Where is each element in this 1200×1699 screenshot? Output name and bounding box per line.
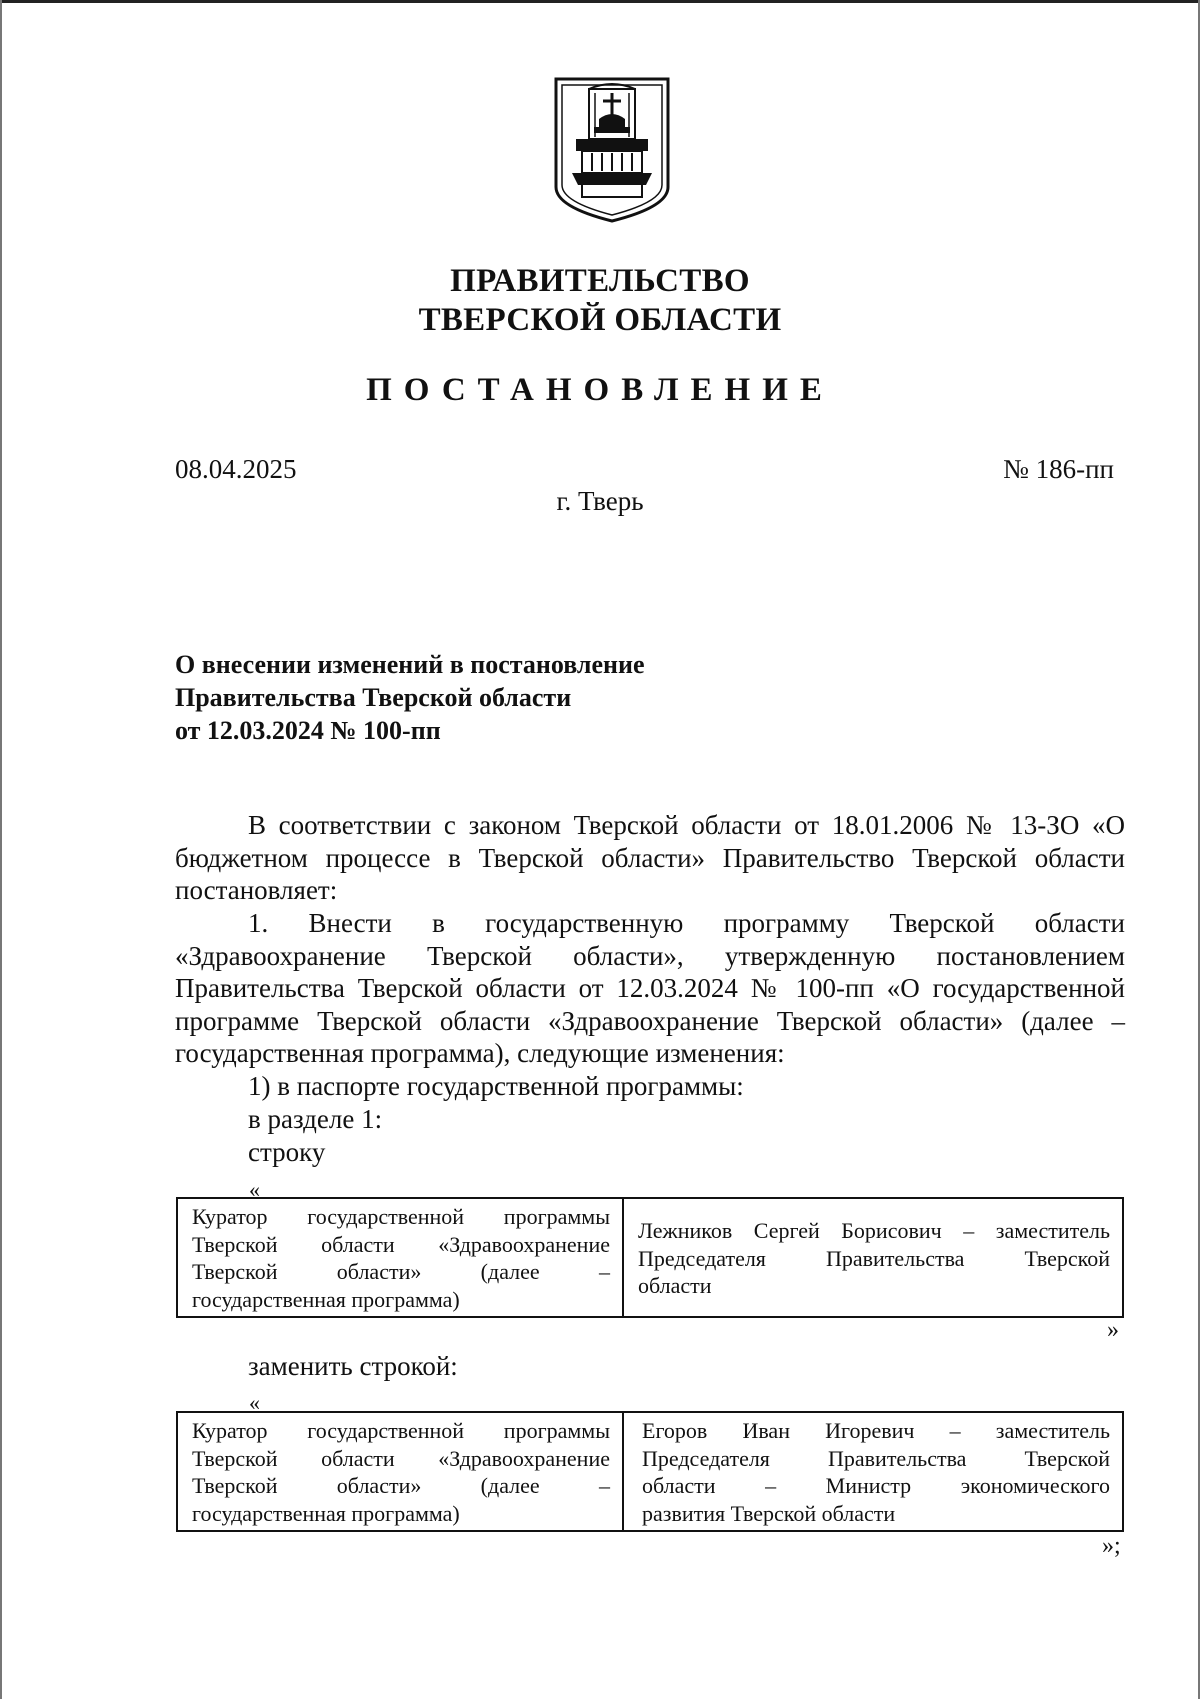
item-1-line: 1) в паспорте государственной программы:	[248, 1071, 744, 1101]
quote-close-1: »	[1107, 1317, 1119, 1343]
old-left-line: государственная программа)	[192, 1286, 460, 1312]
government-title	[0, 262, 1200, 340]
old-right-line: Председателя Правительства Тверской	[638, 1245, 1110, 1271]
row-word-line: строку	[248, 1137, 326, 1167]
subject-line3: от 12.03.2024 № 100-пп	[175, 716, 441, 745]
quote-open-1: «	[249, 1177, 260, 1202]
page-border-left	[0, 0, 2, 1699]
quote-close-2: »;	[1102, 1533, 1121, 1559]
new-row-left-cell	[178, 1413, 624, 1530]
new-row-right-cell	[624, 1413, 1122, 1530]
preamble-paragraph: В соответствии с законом Тверской области от 18.01.2006 № 13-ЗО «О бюджетном процессе в Тверской области» Правительство Тверской области постановляет:	[175, 810, 1125, 905]
subject-line1: О внесении изменений в постановление	[175, 650, 645, 679]
new-left-line: государственная программа)	[192, 1500, 460, 1526]
document-number: № 186-пп	[1003, 454, 1114, 484]
old-left-line: Тверской области» (далее –	[192, 1259, 610, 1284]
old-row-right-cell	[624, 1199, 1122, 1316]
old-row-table	[176, 1197, 1124, 1318]
new-row-table	[176, 1411, 1124, 1532]
new-left-line: Тверской области» (далее –	[192, 1473, 610, 1498]
subject-line2: Правительства Тверской области	[175, 683, 572, 712]
new-left-line: Тверской области «Здравоохранение	[192, 1445, 610, 1471]
new-right-line: Егоров Иван Игоревич – заместитель	[642, 1418, 1110, 1443]
old-right-line: области	[638, 1273, 712, 1298]
document-subject	[175, 648, 875, 747]
page-border-top	[0, 0, 1200, 3]
old-right-line: Лежников Сергей Борисович – заместитель	[638, 1218, 1110, 1243]
section-line: в разделе 1:	[248, 1104, 383, 1134]
old-row-left-cell	[178, 1199, 624, 1316]
clause-1-paragraph: 1. Внести в государственную программу Тверской области «Здравоохранение Тверской области», утвержденную постановлением Правительства Тверской области от 12.03.2024 № 100-пп «О государственной программе Тверской области «Здравоохранение Тверской области» (далее – государственная программа), следующие изменения:	[175, 908, 1125, 1068]
new-right-line: Председателя Правительства Тверской	[642, 1445, 1110, 1471]
new-right-line: развития Тверской области	[642, 1500, 896, 1526]
document-type: ПОСТАНОВЛЕНИЕ	[366, 372, 834, 408]
document-city: г. Тверь	[556, 486, 644, 516]
old-left-line: Куратор государственной программы	[192, 1204, 610, 1229]
new-left-line: Куратор государственной программы	[192, 1418, 610, 1443]
replace-with-line: заменить строкой:	[248, 1351, 458, 1381]
government-title-line2: ТВЕРСКОЙ ОБЛАСТИ	[418, 302, 782, 338]
quote-open-2: «	[249, 1390, 260, 1415]
government-title-line1: ПРАВИТЕЛЬСТВО	[450, 263, 750, 299]
old-left-line: Тверской области «Здравоохранение	[192, 1231, 610, 1257]
document-date: 08.04.2025	[175, 454, 297, 484]
new-right-line: области – Министр экономического	[642, 1473, 1110, 1498]
coat-of-arms-icon	[552, 75, 672, 225]
